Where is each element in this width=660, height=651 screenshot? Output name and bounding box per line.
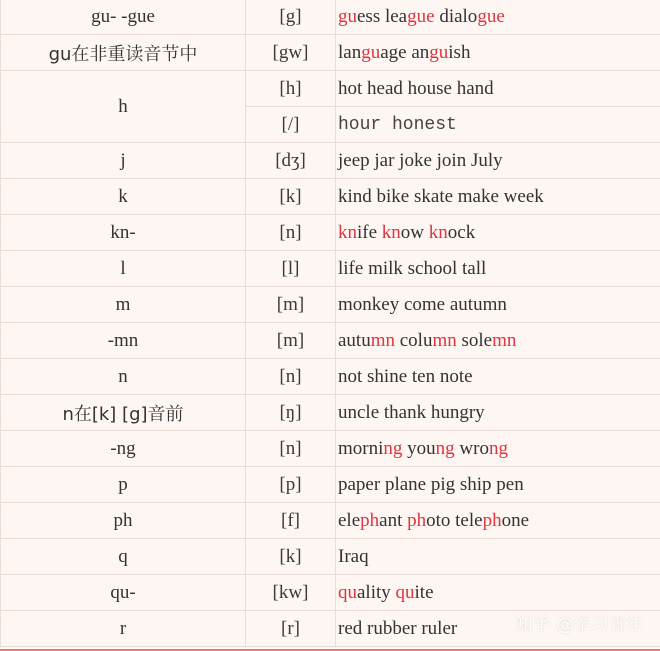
- example-cell: [336, 287, 660, 323]
- example-text: ant: [379, 509, 408, 531]
- example-text: colu: [395, 329, 433, 351]
- example-text: monkey come autumn: [338, 293, 507, 315]
- example-cell: [336, 179, 660, 215]
- highlighted-letters: qu: [338, 581, 357, 603]
- example-cell: [336, 539, 660, 575]
- table-row: [1, 395, 660, 431]
- ipa-cell: [r]: [246, 611, 336, 647]
- ipa-cell: [f]: [246, 503, 336, 539]
- example-text: ele: [338, 509, 361, 531]
- table-row: [1, 359, 660, 395]
- example-text: ality: [357, 581, 396, 603]
- example-text: ess lea: [357, 5, 408, 27]
- letter-cell: qu-: [1, 575, 246, 611]
- ipa-cell: [p]: [246, 467, 336, 503]
- example-text: ow: [400, 221, 429, 243]
- example-cell: [336, 35, 660, 71]
- example-text: life milk school tall: [338, 257, 487, 279]
- letter-cell: -mn: [1, 323, 246, 359]
- example-text: Iraq: [338, 545, 369, 567]
- ipa-cell: [n]: [246, 431, 336, 467]
- example-cell: [336, 575, 660, 611]
- example-text: lan: [338, 41, 362, 63]
- example-cell: [336, 467, 660, 503]
- letter-cell: -ng: [1, 431, 246, 467]
- highlighted-letters: ph: [360, 509, 380, 531]
- ipa-cell: [g]: [246, 0, 336, 35]
- highlighted-letters: gu: [429, 41, 449, 63]
- example-cell: [336, 323, 660, 359]
- highlighted-letters: ph: [407, 509, 427, 531]
- phonics-table-body: [1, 0, 660, 647]
- highlighted-letters: gu: [361, 41, 381, 63]
- example-text: not shine ten note: [338, 365, 473, 387]
- ipa-cell: [dʒ]: [246, 143, 336, 179]
- example-cell: [336, 107, 660, 143]
- letter-cell: kn-: [1, 215, 246, 251]
- watermark: 知乎 @学习青年: [515, 615, 644, 635]
- example-cell: [336, 395, 660, 431]
- letter-cell: n在[k] [g]音前: [1, 395, 246, 431]
- ipa-cell: [ŋ]: [246, 395, 336, 431]
- example-text: jeep jar joke join July: [338, 149, 503, 171]
- example-text: age an: [380, 41, 430, 63]
- ipa-cell: [k]: [246, 539, 336, 575]
- letter-cell: h: [1, 71, 246, 143]
- table-row: [1, 467, 660, 503]
- letter-cell: j: [1, 143, 246, 179]
- example-text: morni: [338, 437, 384, 459]
- highlighted-letters: mn: [432, 329, 457, 351]
- highlighted-letters: kn: [381, 221, 401, 243]
- highlighted-letters: qu: [395, 581, 415, 603]
- example-cell: [336, 143, 660, 179]
- letter-cell: ph: [1, 503, 246, 539]
- highlighted-letters: gue: [407, 5, 435, 27]
- table-row: [1, 431, 660, 467]
- example-cell: [336, 0, 660, 35]
- example-text: one: [501, 509, 530, 531]
- letter-cell: q: [1, 539, 246, 575]
- table-row: [1, 323, 660, 359]
- example-text: sole: [456, 329, 493, 351]
- example-text: hour honest: [338, 114, 457, 135]
- table-row: [1, 35, 660, 71]
- example-text: ife: [357, 221, 382, 243]
- example-text: dialo: [434, 5, 478, 27]
- example-text: hot head house hand: [338, 77, 494, 99]
- table-row: [1, 179, 660, 215]
- ipa-cell: [/]: [246, 107, 336, 143]
- highlighted-letters: gu: [338, 5, 357, 27]
- example-cell: [336, 503, 660, 539]
- highlighted-letters: ph: [482, 509, 502, 531]
- ipa-cell: [kw]: [246, 575, 336, 611]
- table-row: [1, 71, 660, 107]
- letter-cell: k: [1, 179, 246, 215]
- letter-cell: p: [1, 467, 246, 503]
- letter-cell: gu- -gue: [1, 0, 246, 35]
- ipa-cell: [n]: [246, 215, 336, 251]
- highlighted-letters: mn: [492, 329, 517, 351]
- ipa-cell: [m]: [246, 287, 336, 323]
- ipa-cell: [h]: [246, 71, 336, 107]
- example-cell: [336, 359, 660, 395]
- letter-cell: n: [1, 359, 246, 395]
- example-text: kind bike skate make week: [338, 185, 544, 207]
- highlighted-letters: ng: [435, 437, 455, 459]
- example-text: ite: [414, 581, 434, 603]
- highlighted-letters: ng: [488, 437, 508, 459]
- example-text: wro: [454, 437, 489, 459]
- table-row: [1, 503, 660, 539]
- example-text: uncle thank hungry: [338, 401, 485, 423]
- highlighted-letters: mn: [370, 329, 395, 351]
- example-cell: [336, 431, 660, 467]
- ipa-cell: [n]: [246, 359, 336, 395]
- ipa-cell: [m]: [246, 323, 336, 359]
- example-cell: [336, 71, 660, 107]
- table-row: [1, 0, 660, 35]
- highlighted-letters: kn: [338, 221, 357, 243]
- example-text: oto tele: [426, 509, 483, 531]
- letter-cell: gu在非重读音节中: [1, 35, 246, 71]
- example-text: you: [402, 437, 436, 459]
- ipa-cell: [l]: [246, 251, 336, 287]
- example-text: ock: [447, 221, 476, 243]
- table-row: [1, 143, 660, 179]
- example-text: red rubber ruler: [338, 617, 458, 639]
- example-text: ish: [448, 41, 471, 63]
- ipa-cell: [gw]: [246, 35, 336, 71]
- example-text: paper plane pig ship pen: [338, 473, 524, 495]
- ipa-cell: [k]: [246, 179, 336, 215]
- letter-cell: l: [1, 251, 246, 287]
- table-row: [1, 575, 660, 611]
- table-row: [1, 539, 660, 575]
- highlighted-letters: ng: [383, 437, 403, 459]
- example-cell: [336, 215, 660, 251]
- letter-cell: m: [1, 287, 246, 323]
- table-row: [1, 251, 660, 287]
- highlighted-letters: gue: [477, 5, 505, 27]
- table-row: [1, 215, 660, 251]
- example-text: autu: [338, 329, 371, 351]
- example-cell: [336, 251, 660, 287]
- table-row: [1, 287, 660, 323]
- highlighted-letters: kn: [428, 221, 448, 243]
- letter-cell: r: [1, 611, 246, 647]
